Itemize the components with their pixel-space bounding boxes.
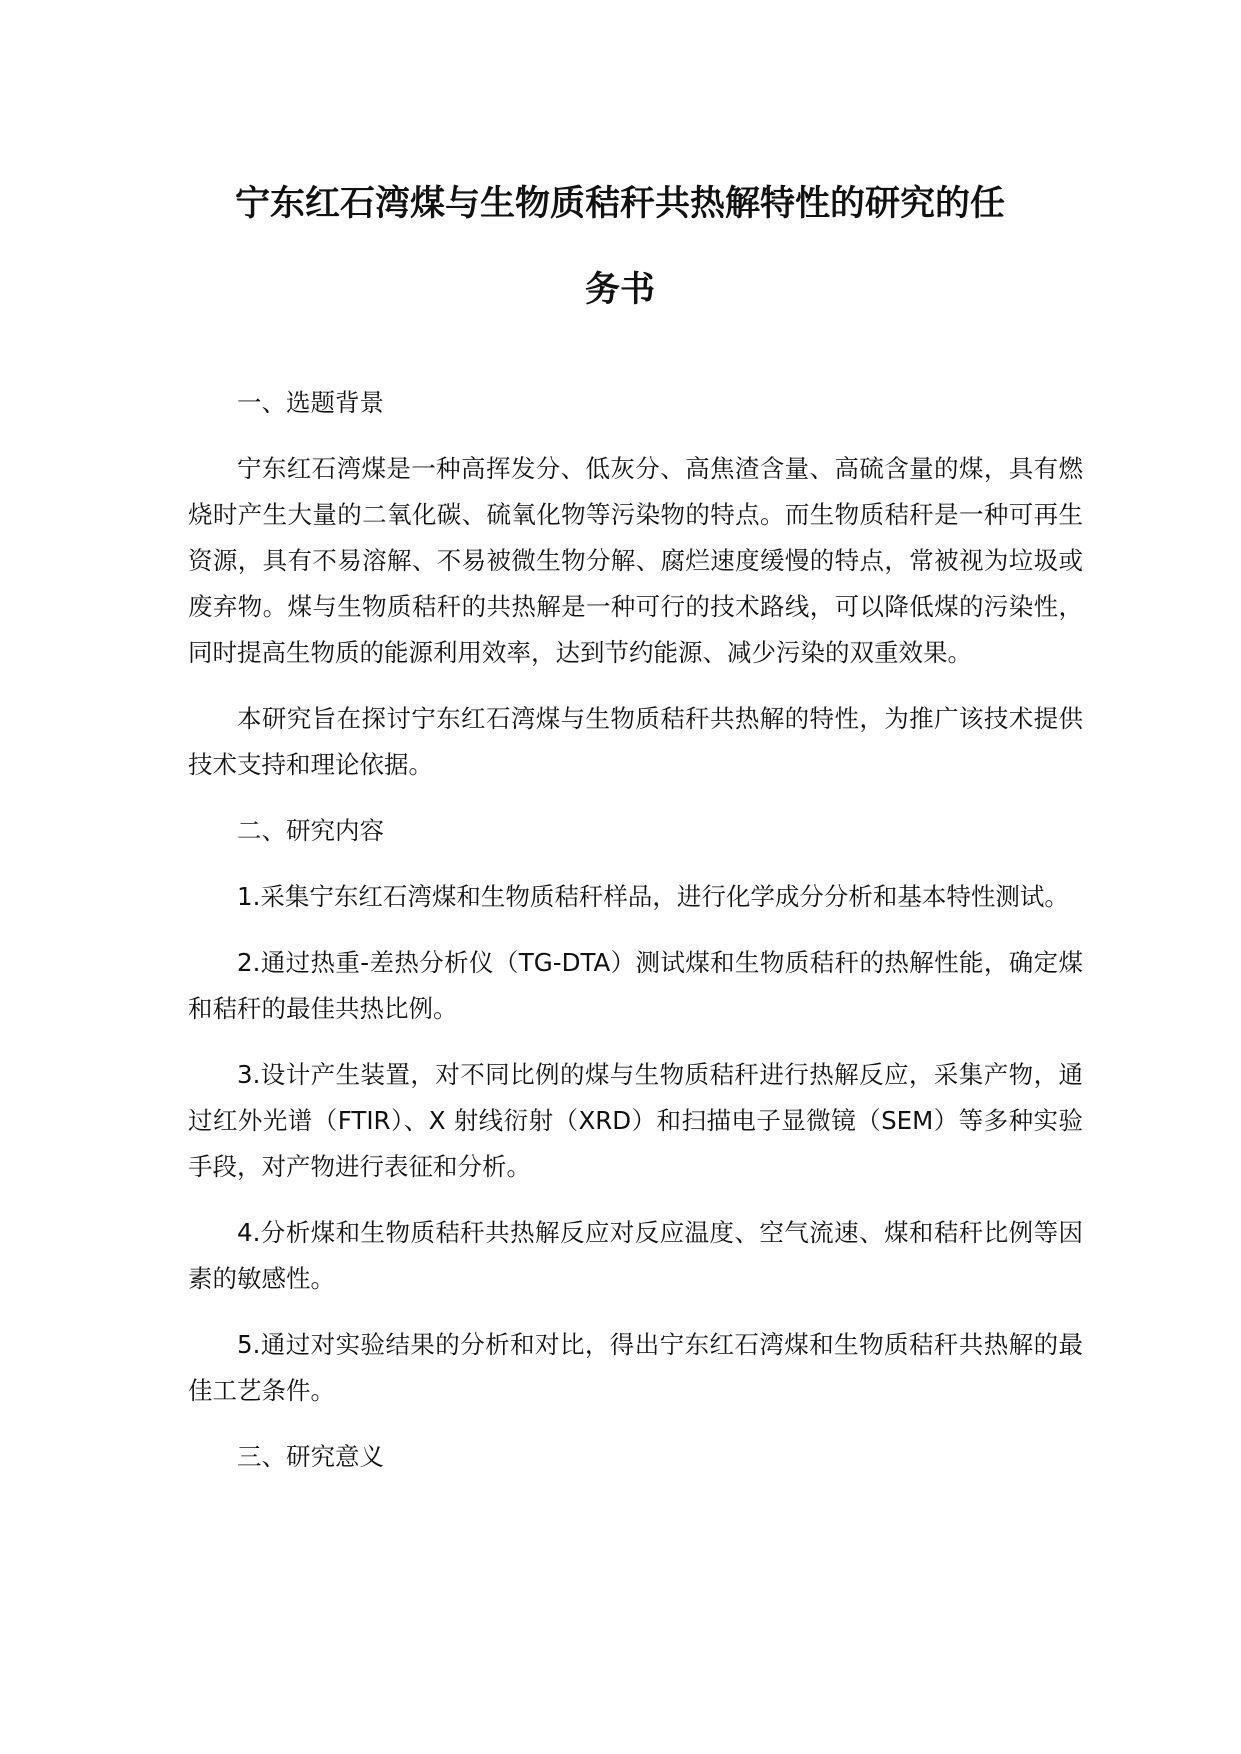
section-heading-content: 二、研究内容 xyxy=(237,816,384,845)
background-paragraph-2: 本研究旨在探讨宁东红石湾煤与生物质秸秆共热解的特性，为推广该技术提供技术支持和理论依据。 xyxy=(188,704,1083,779)
content-item-2: 2.通过热重-差热分析仪（TG-DTA）测试煤和生物质秸秆的热解性能，确定煤和秸秆的最佳共热比例。 xyxy=(188,948,1083,1023)
content-item-3: 3.设计产生装置，对不同比例的煤与生物质秸秆进行热解反应，采集产物，通过红外光谱（FTIR）、X 射线衍射（XRD）和扫描电子显微镜（SEM）等多种实验手段，对产物进行表征和分析。 xyxy=(188,1060,1083,1181)
document-title-line-1: 宁东红石湾煤与生物质秸秆共热解特性的研究的任 xyxy=(234,184,1005,224)
content-item-1: 1.采集宁东红石湾煤和生物质秸秆样品，进行化学成分分析和基本特性测试。 xyxy=(237,882,1069,911)
content-item-5: 5.通过对实验结果的分析和对比，得出宁东红石湾煤和生物质秸秆共热解的最佳工艺条件。 xyxy=(188,1330,1083,1405)
document-title-line-2: 务书 xyxy=(584,270,655,310)
background-paragraph-1: 宁东红石湾煤是一种高挥发分、低灰分、高焦渣含量、高硫含量的煤，具有燃烧时产生大量的二氧化碳、硫氧化物等污染物的特点。而生物质秸秆是一种可再生资源，具有不易溶解、不易被微生物分解、腐烂速度缓慢的特点，常被视为垃圾或废弃物。煤与生物质秸秆的共热解是一种可行的技术路线，可以降低煤的污染性，同时提高生物质的能源利用效率，达到节约能源、减少污染的双重效果。 xyxy=(188,454,1083,667)
section-heading-background: 一、选题背景 xyxy=(237,388,384,417)
content-item-4: 4.分析煤和生物质秸秆共热解反应对反应温度、空气流速、煤和秸秆比例等因素的敏感性。 xyxy=(188,1218,1083,1293)
section-heading-significance: 三、研究意义 xyxy=(237,1442,384,1471)
document-body xyxy=(188,380,1083,1500)
